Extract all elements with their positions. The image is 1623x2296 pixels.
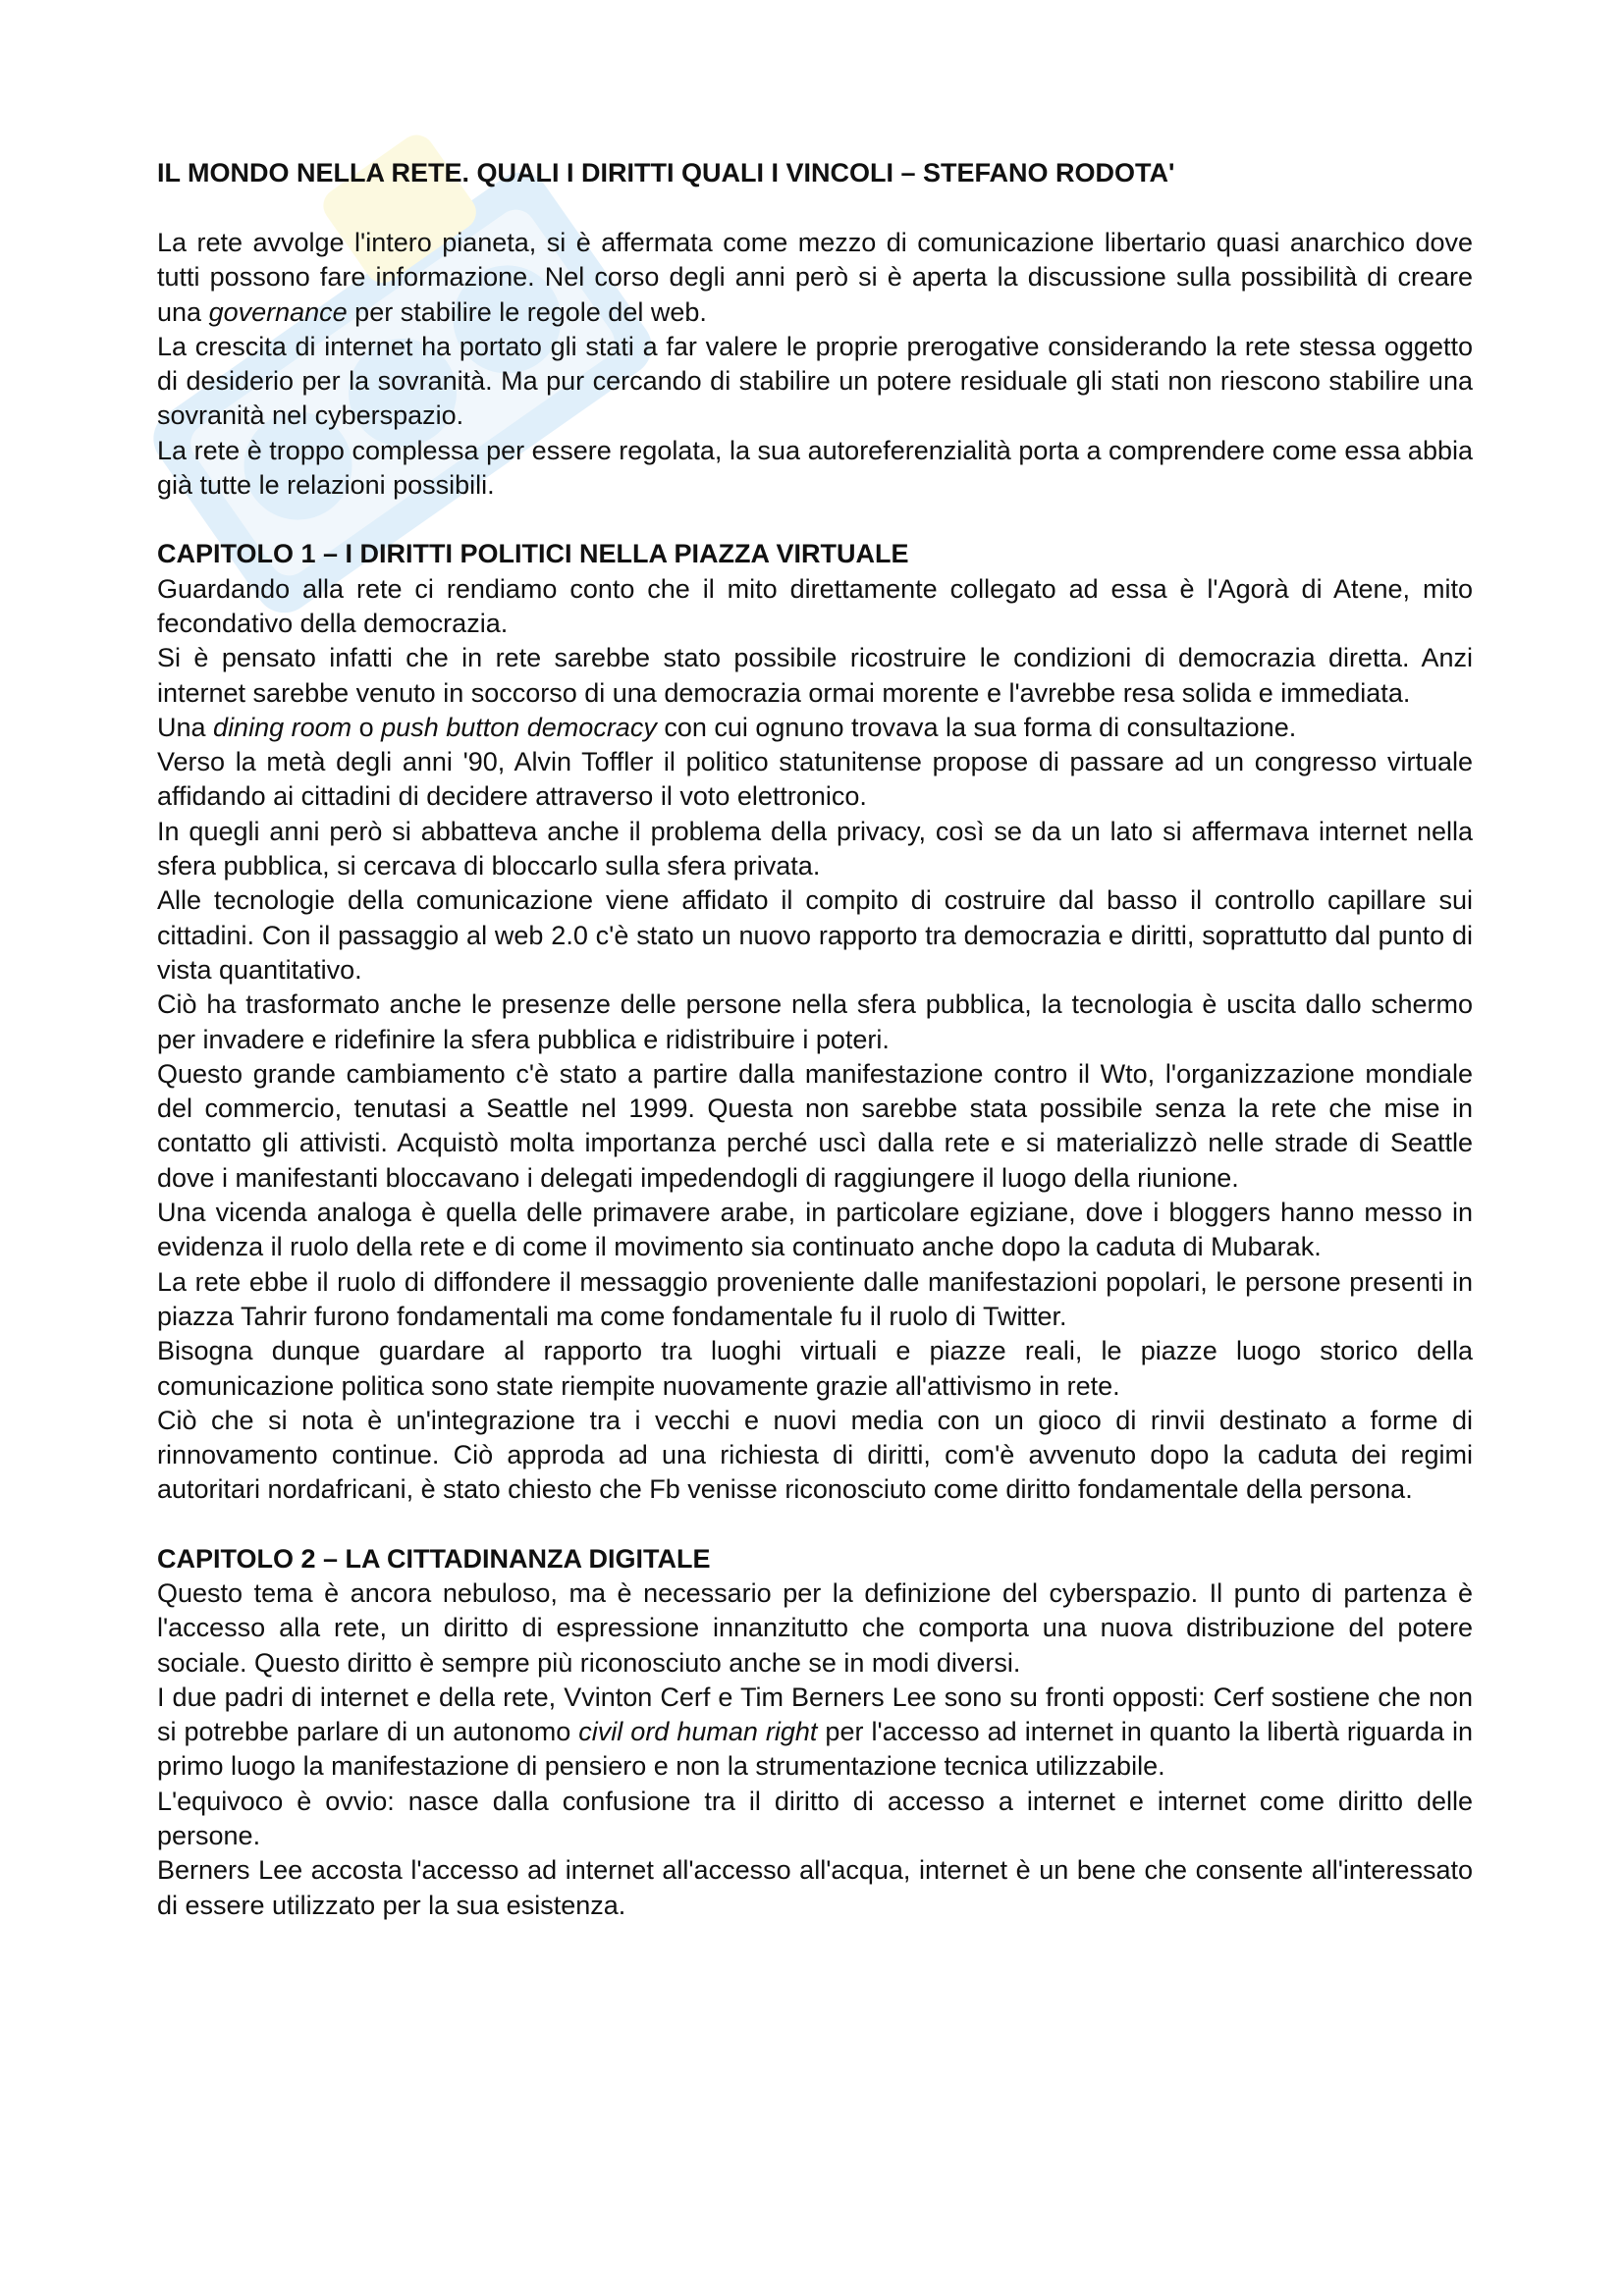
text-run: La rete ebbe il ruolo di diffondere il messaggio proveniente dalle manifestazioni popolari, le persone presenti in piazza Tahrir furono fondamentali ma come fondamentale fu il ruolo di Twitter.	[157, 1266, 1473, 1331]
text-run: La rete avvolge l'intero pianeta, si è affermata come mezzo di comunicazione libertario quasi anarchico dove tutti possono fare informazione. Nel corso degli anni però si è aperta la discussione sulla possibilità di creare una	[157, 228, 1473, 327]
text-run: Ciò ha trasformato anche le presenze delle persone nella sfera pubblica, la tecnologia è uscita dallo schermo per invadere e ridefinire la sfera pubblica e ridistribuire i poteri.	[157, 989, 1473, 1054]
intro-section	[157, 226, 1473, 503]
italic-term: dining room	[213, 712, 352, 742]
chapter-paragraph	[157, 1576, 1473, 1681]
text-run: Alle tecnologie della comunicazione viene affidato il compito di costruire dal basso il controllo capillare sui cittadini. Con il passaggio al web 2.0 c'è stato un nuovo rapporto tra democrazia e diritti, soprattutto dal punto di vista quantitativo.	[157, 885, 1473, 985]
chapter-section	[157, 1542, 1473, 1923]
intro-paragraph	[157, 434, 1473, 504]
text-run: Berners Lee accosta l'accesso ad internet all'accesso all'acqua, internet è un bene che consente all'interessato di essere utilizzato per la sua esistenza.	[157, 1855, 1473, 1920]
text-run: Bisogna dunque guardare al rapporto tra luoghi virtuali e piazze reali, le piazze luogo storico della comunicazione politica sono state riempite nuovamente grazie all'attivismo in rete.	[157, 1336, 1473, 1401]
chapter-paragraph	[157, 745, 1473, 815]
chapter-paragraph	[157, 883, 1473, 988]
intro-paragraph	[157, 330, 1473, 434]
text-run: Guardando alla rete ci rendiamo conto che il mito direttamente collegato ad essa è l'Agorà di Atene, mito fecondativo della democrazia.	[157, 573, 1473, 638]
text-run: Verso la metà degli anni '90, Alvin Toffler il politico statunitense propose di passare ad un congresso virtuale affidando ai cittadini di decidere attraverso il voto elettronico.	[157, 747, 1473, 812]
text-run: per stabilire le regole del web.	[347, 296, 707, 327]
chapter-paragraph	[157, 1196, 1473, 1265]
text-run: Questo grande cambiamento c'è stato a partire dalla manifestazione contro il Wto, l'organizzazione mondiale del commercio, tenutasi a Seattle nel 1999. Questa non sarebbe stata possibile senza la rete che mise in contatto gli attivisti. Acquistò molta importanza perché uscì dalla rete e si materializzò nelle strade di Seattle dove i manifestanti bloccavano i delegati impedendogli di raggiungere il luogo della riunione.	[157, 1058, 1473, 1193]
text-run: La rete è troppo complessa per essere regolata, la sua autoreferenzialità porta a comprendere come essa abbia già tutte le relazioni possibili.	[157, 435, 1473, 501]
italic-term: push button democracy	[381, 712, 657, 742]
chapter-paragraph	[157, 1334, 1473, 1404]
intro-paragraph	[157, 226, 1473, 330]
text-run: con cui ognuno trovava la sua forma di consultazione.	[656, 712, 1297, 742]
text-run: Ciò che si nota è un'integrazione tra i vecchi e nuovi media con un gioco di rinvii destinato a forme di rinnovamento continue. Ciò approda ad una richiesta di diritti, com'è avvenuto dopo la caduta dei regimi autoritari nordafricani, è stato chiesto che Fb venisse riconosciuto come diritto fondamentale della persona.	[157, 1405, 1473, 1505]
chapter-paragraph	[157, 572, 1473, 642]
text-run: In quegli anni però si abbatteva anche il problema della privacy, così se da un lato si affermava internet nella sfera pubblica, si cercava di bloccarlo sulla sfera privata.	[157, 816, 1473, 881]
chapter-paragraph	[157, 1785, 1473, 1854]
text-run: per l'accesso ad internet in quanto la libertà riguarda in primo luogo la manifestazione di pensiero e non la strumentazione tecnica utilizzabile.	[157, 1717, 1474, 1782]
text-run: Una vicenda analoga è quella delle primavere arabe, in particolare egiziane, dove i bloggers hanno messo in evidenza il ruolo della rete e di come il movimento sia continuato anche dopo la caduta di Mubarak.	[157, 1198, 1473, 1262]
chapters-container	[157, 537, 1473, 1923]
italic-term: governance	[208, 296, 348, 327]
chapter-section	[157, 537, 1473, 1507]
chapter-paragraph	[157, 1265, 1473, 1335]
chapter-paragraph	[157, 641, 1473, 711]
text-run: Una	[157, 712, 214, 742]
text-run: La crescita di internet ha portato gli stati a far valere le proprie prerogative considerando la rete stessa oggetto di desiderio per la sovranità. Ma pur cercando di stabilire un potere residuale gli stati non riescono stabilire una sovranità nel cyberspazio.	[157, 331, 1473, 431]
document-page	[157, 155, 1473, 1923]
chapter-title: CAPITOLO 2 – LA CITTADINANZA DIGITALE	[157, 1543, 711, 1574]
text-run: Questo tema è ancora nebuloso, ma è necessario per la definizione del cyberspazio. Il punto di partenza è l'accesso alla rete, un diritto di espressione innanzitutto che comporta una nuova distribuzione del potere sociale. Questo diritto è sempre più riconosciuto anche se in modi diversi.	[157, 1577, 1473, 1678]
document-title: IL MONDO NELLA RETE. QUALI I DIRITTI QUALI I VINCOLI – STEFANO RODOTA'	[157, 158, 1175, 187]
chapter-title: CAPITOLO 1 – I DIRITTI POLITICI NELLA PIAZZA VIRTUALE	[157, 539, 909, 569]
text-run: o	[352, 712, 382, 742]
italic-term: civil ord human right	[578, 1717, 818, 1747]
chapter-paragraph	[157, 1057, 1473, 1196]
text-run: L'equivoco è ovvio: nasce dalla confusione tra il diritto di accesso a internet e internet come diritto delle persone.	[157, 1786, 1473, 1851]
chapter-paragraph	[157, 1853, 1473, 1923]
text-run: I due padri di internet e della rete, Vvinton Cerf e Tim Berners Lee sono su fronti opposti: Cerf sostiene che non si potrebbe parlare di un autonomo	[157, 1682, 1473, 1747]
text-run: Si è pensato infatti che in rete sarebbe stato possibile ricostruire le condizioni di democrazia diretta. Anzi internet sarebbe venuto in soccorso di una democrazia ormai morente e l'avrebbe resa solida e immediata.	[157, 643, 1473, 708]
chapter-paragraph	[157, 711, 1473, 745]
chapter-paragraph	[157, 815, 1473, 884]
chapter-paragraph	[157, 988, 1473, 1057]
chapter-paragraph	[157, 1404, 1473, 1508]
chapter-paragraph	[157, 1681, 1473, 1785]
